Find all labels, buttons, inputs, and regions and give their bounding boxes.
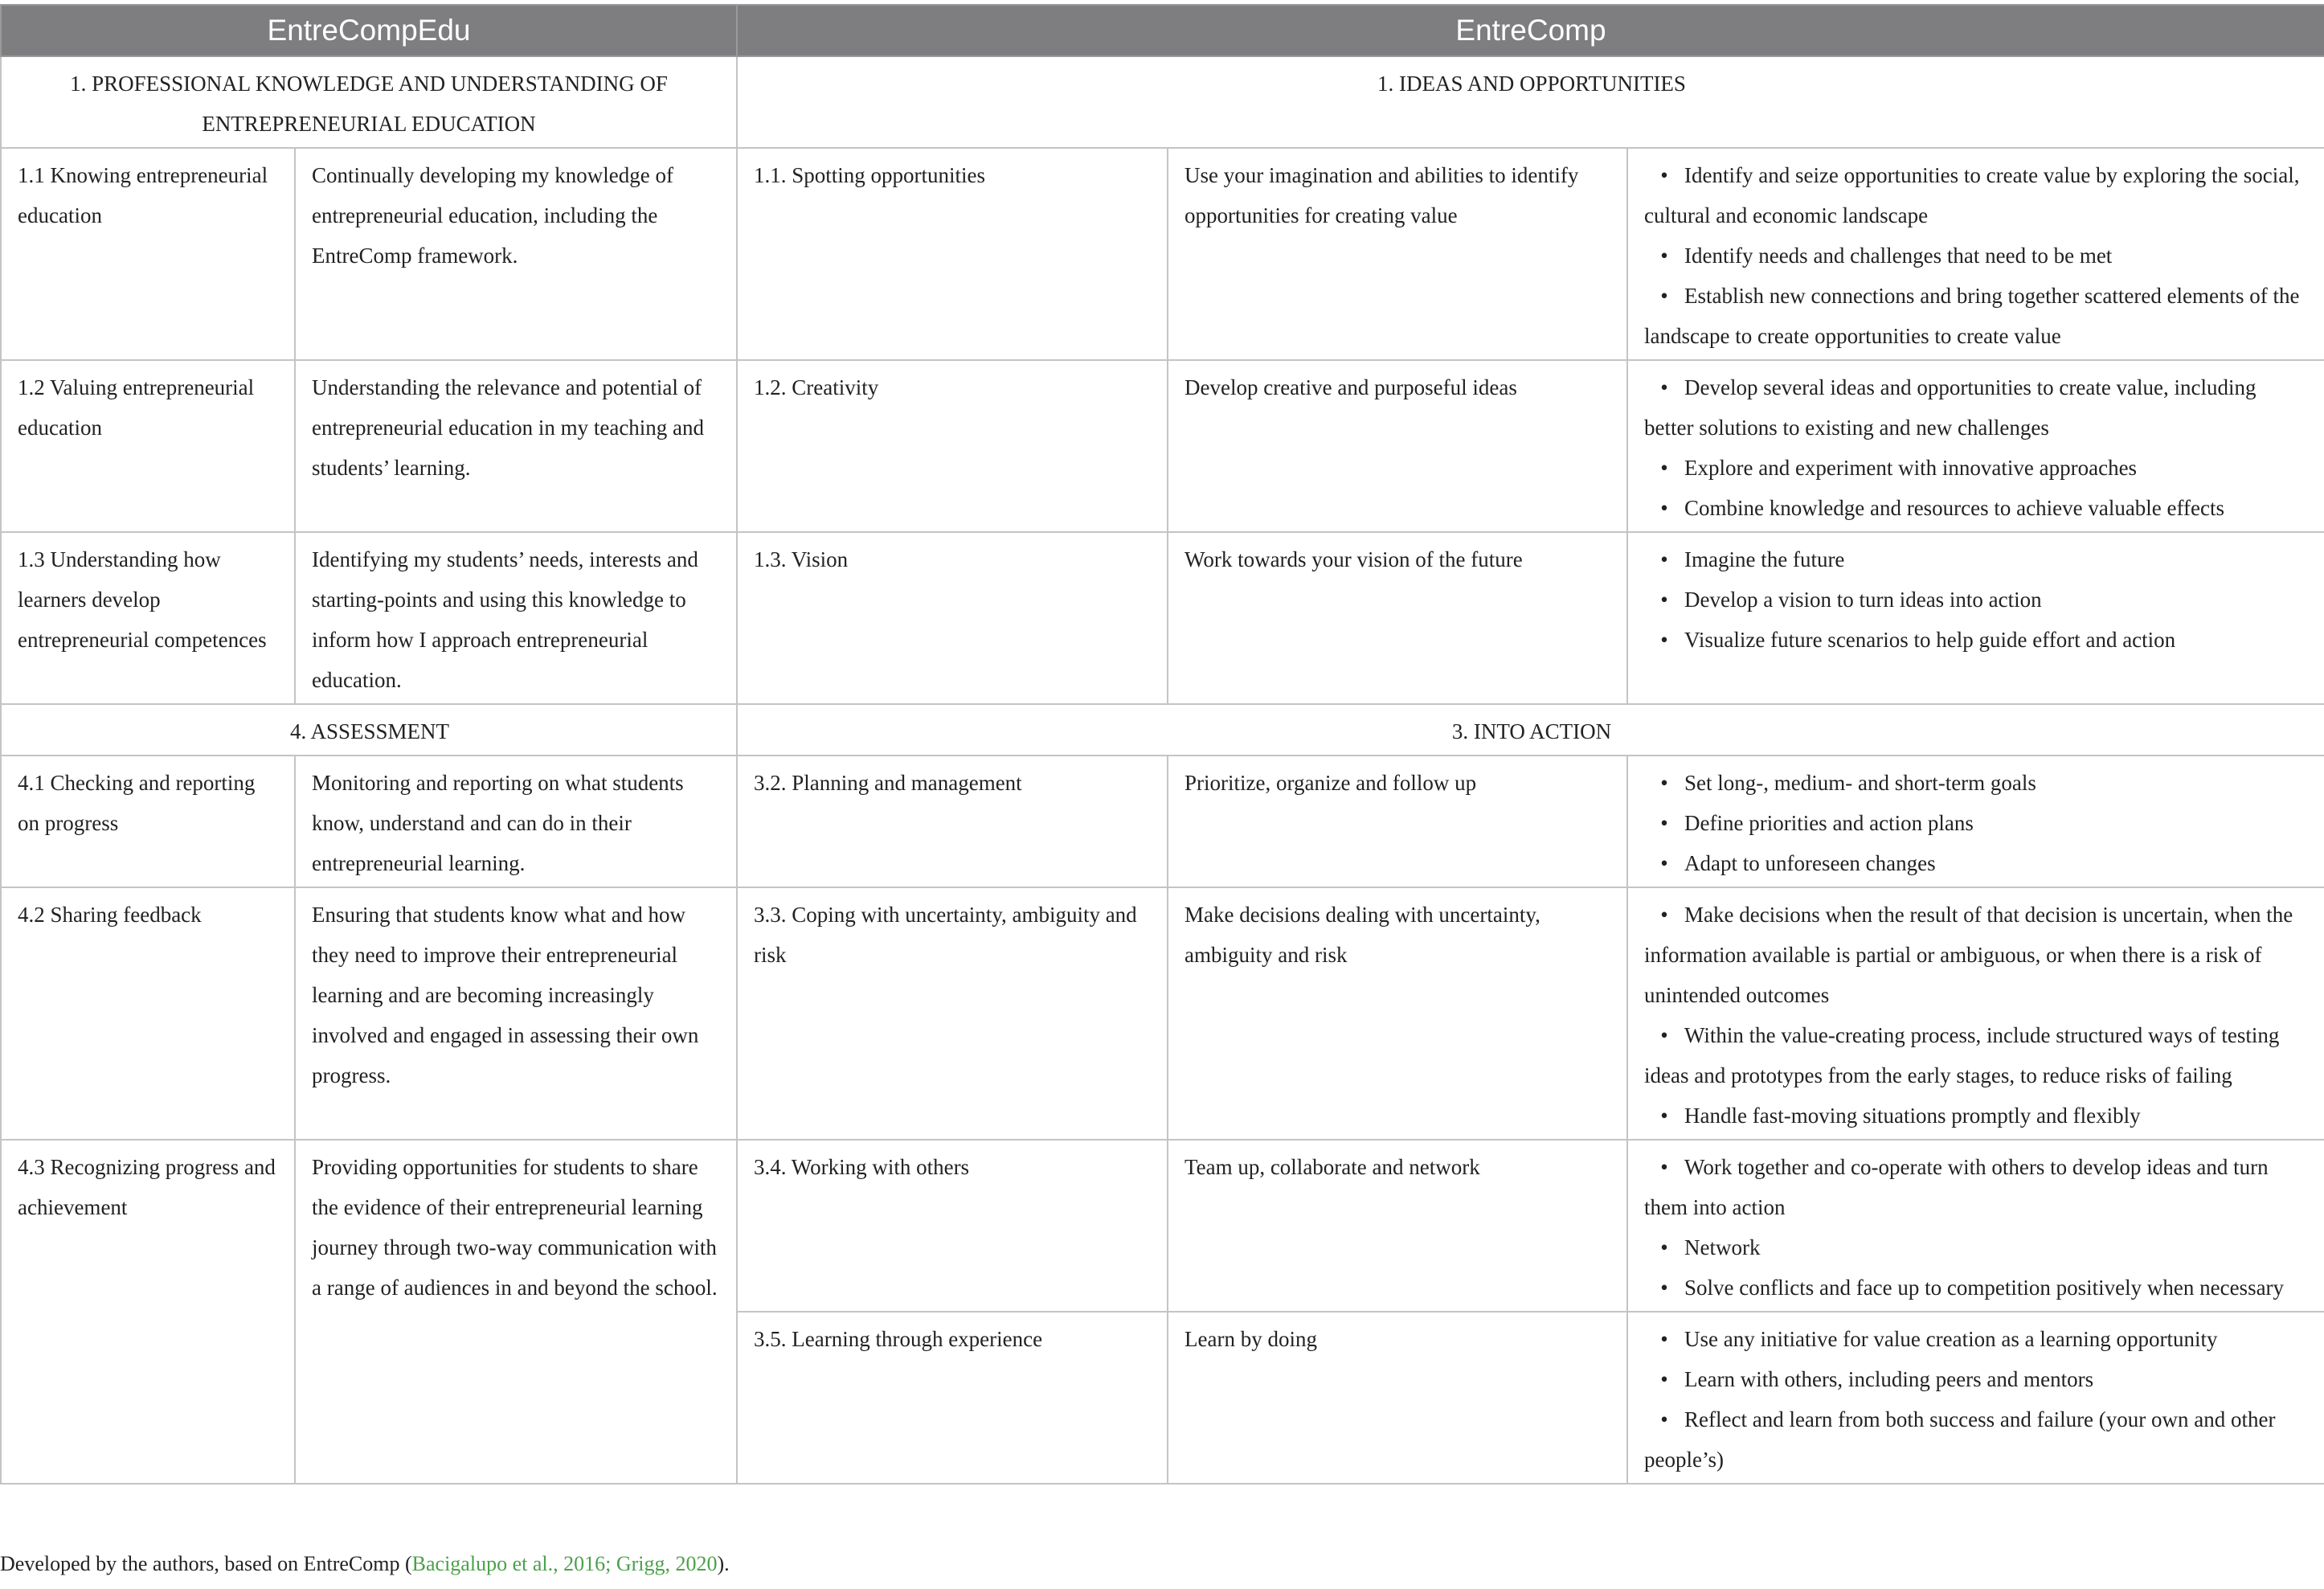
- table-footnote: [0, 1552, 730, 1576]
- comp-competence-cell: 3.5. Learning through experience: [737, 1312, 1168, 1484]
- bullet-icon: •: [1660, 496, 1668, 520]
- bullet-text: Make decisions when the result of that decision is uncertain, when the information available is partial or ambiguous, or when there is a risk of unintended outcomes: [1644, 903, 2293, 1007]
- bullet-icon: •: [1660, 1235, 1668, 1259]
- bullet-icon: •: [1660, 1104, 1668, 1128]
- bullet-icon: •: [1660, 1327, 1668, 1351]
- bullet-item: [1644, 1147, 2310, 1227]
- bullet-icon: •: [1660, 628, 1668, 652]
- edu-competence-cell: 4.3 Recognizing progress and achievement: [1, 1140, 295, 1484]
- comp-description-cell: Use your imagination and abilities to identify opportunities for creating value: [1168, 148, 1627, 360]
- bullet-list-cell: [1627, 532, 2324, 704]
- section-heading-right: 3. INTO ACTION: [737, 704, 2324, 756]
- comp-description-cell: Work towards your vision of the future: [1168, 532, 1627, 704]
- bullet-icon: •: [1660, 1367, 1668, 1391]
- bullet-item: [1644, 895, 2310, 1015]
- comp-competence-cell: 3.4. Working with others: [737, 1140, 1168, 1312]
- comp-competence-cell: 3.2. Planning and management: [737, 756, 1168, 887]
- section-row: [1, 704, 2324, 756]
- bullet-item: [1644, 1359, 2310, 1399]
- bullet-item: [1644, 620, 2310, 660]
- bullet-item: [1644, 1268, 2310, 1308]
- header-entrecomp: EntreComp: [737, 5, 2324, 56]
- bullet-list-cell: [1627, 756, 2324, 887]
- bullet-item: [1644, 235, 2310, 276]
- bullet-icon: •: [1660, 771, 1668, 795]
- bullet-item: [1644, 763, 2310, 803]
- section-heading-right: 1. IDEAS AND OPPORTUNITIES: [737, 56, 2324, 148]
- edu-competence-cell: 1.2 Valuing entrepreneurial education: [1, 360, 295, 532]
- bullet-item: [1644, 1096, 2310, 1136]
- bullet-text: Explore and experiment with innovative approaches: [1684, 456, 2138, 480]
- bullet-icon: •: [1660, 811, 1668, 835]
- edu-description-cell: Monitoring and reporting on what students know, understand and can do in their entrepreneurial learning.: [295, 756, 737, 887]
- entrecomp-table: [0, 4, 2324, 1485]
- bullet-text: Combine knowledge and resources to achieve valuable effects: [1684, 496, 2224, 520]
- bullet-icon: •: [1660, 244, 1668, 268]
- section-heading-left: 4. ASSESSMENT: [1, 704, 737, 756]
- bullet-text: Adapt to unforeseen changes: [1684, 851, 1936, 875]
- footnote-suffix: ).: [717, 1552, 730, 1575]
- bullet-icon: •: [1660, 1276, 1668, 1300]
- bullet-item: [1644, 843, 2310, 883]
- bullet-item: [1644, 1399, 2310, 1480]
- bullet-icon: •: [1660, 547, 1668, 571]
- bullet-item: [1644, 1015, 2310, 1096]
- bullet-item: [1644, 579, 2310, 620]
- bullet-item: [1644, 539, 2310, 579]
- table-row: [1, 756, 2324, 887]
- edu-description-cell: Continually developing my knowledge of entrepreneurial education, including the EntreComp framework.: [295, 148, 737, 360]
- section-row: [1, 56, 2324, 148]
- comp-competence-cell: 3.3. Coping with uncertainty, ambiguity and risk: [737, 887, 1168, 1140]
- footnote-prefix: Developed by the authors, based on EntreComp (: [0, 1552, 412, 1575]
- bullet-item: [1644, 1227, 2310, 1268]
- bullet-text: Identify needs and challenges that need to be met: [1684, 244, 2113, 268]
- comp-competence-cell: 1.1. Spotting opportunities: [737, 148, 1168, 360]
- edu-competence-cell: 1.3 Understanding how learners develop entrepreneurial competences: [1, 532, 295, 704]
- bullet-text: Solve conflicts and face up to competition positively when necessary: [1684, 1276, 2285, 1300]
- bullet-icon: •: [1660, 284, 1668, 308]
- bullet-item: [1644, 803, 2310, 843]
- edu-competence-cell: 4.2 Sharing feedback: [1, 887, 295, 1140]
- bullet-text: Within the value-creating process, include structured ways of testing ideas and prototypes from the early stages, to reduce risks of failing: [1644, 1023, 2280, 1087]
- comp-description-cell: Prioritize, organize and follow up: [1168, 756, 1627, 887]
- edu-description-cell: Understanding the relevance and potential of entrepreneurial education in my teaching and students’ learning.: [295, 360, 737, 532]
- comp-description-cell: Team up, collaborate and network: [1168, 1140, 1627, 1312]
- bullet-list-cell: [1627, 360, 2324, 532]
- comp-competence-cell: 1.3. Vision: [737, 532, 1168, 704]
- bullet-icon: •: [1660, 1023, 1668, 1047]
- bullet-text: Work together and co-operate with others to develop ideas and turn them into action: [1644, 1155, 2269, 1219]
- bullet-text: Define priorities and action plans: [1684, 811, 1974, 835]
- bullet-icon: •: [1660, 851, 1668, 875]
- bullet-text: Set long-, medium- and short-term goals: [1684, 771, 2036, 795]
- bullet-list-cell: [1627, 1312, 2324, 1484]
- bullet-icon: •: [1660, 588, 1668, 612]
- bullet-text: Develop several ideas and opportunities to create value, including better solutions to existing and new challenges: [1644, 375, 2256, 440]
- bullet-text: Learn with others, including peers and mentors: [1684, 1367, 2094, 1391]
- bullet-icon: •: [1660, 375, 1668, 399]
- comp-description-cell: Develop creative and purposeful ideas: [1168, 360, 1627, 532]
- bullet-item: [1644, 276, 2310, 356]
- bullet-text: Handle fast-moving situations promptly and flexibly: [1684, 1104, 2141, 1128]
- edu-description-cell: Providing opportunities for students to share the evidence of their entrepreneurial learning journey through two-way communication with a range of audiences in and beyond the school.: [295, 1140, 737, 1484]
- bullet-text: Establish new connections and bring together scattered elements of the landscape to create opportunities to create value: [1644, 284, 2300, 348]
- table-row: [1, 1140, 2324, 1312]
- bullet-icon: •: [1660, 903, 1668, 927]
- comp-description-cell: Learn by doing: [1168, 1312, 1627, 1484]
- bullet-list-cell: [1627, 148, 2324, 360]
- bullet-text: Visualize future scenarios to help guide effort and action: [1684, 628, 2176, 652]
- bullet-item: [1644, 448, 2310, 488]
- header-entrecompedu: EntreCompEdu: [1, 5, 737, 56]
- table-header-row: [1, 5, 2324, 56]
- bullet-item: [1644, 1319, 2310, 1359]
- edu-description-cell: Ensuring that students know what and how they need to improve their entrepreneurial learning and are becoming increasingly involved and engaged in assessing their own progress.: [295, 887, 737, 1140]
- footnote-citation-link[interactable]: Bacigalupo et al., 2016; Grigg, 2020: [411, 1552, 718, 1575]
- comp-competence-cell: 1.2. Creativity: [737, 360, 1168, 532]
- bullet-icon: •: [1660, 1407, 1668, 1431]
- bullet-text: Network: [1684, 1235, 1761, 1259]
- bullet-text: Develop a vision to turn ideas into action: [1684, 588, 2042, 612]
- table-row: [1, 148, 2324, 360]
- table-row: [1, 360, 2324, 532]
- edu-description-cell: Identifying my students’ needs, interests and starting-points and using this knowledge to inform how I approach entrepreneurial education.: [295, 532, 737, 704]
- bullet-icon: •: [1660, 456, 1668, 480]
- bullet-item: [1644, 488, 2310, 528]
- edu-competence-cell: 1.1 Knowing entrepreneurial education: [1, 148, 295, 360]
- section-heading-left: 1. PROFESSIONAL KNOWLEDGE AND UNDERSTANDING OF ENTREPRENEURIAL EDUCATION: [1, 56, 737, 148]
- bullet-list-cell: [1627, 1140, 2324, 1312]
- bullet-icon: •: [1660, 1155, 1668, 1179]
- bullet-item: [1644, 155, 2310, 235]
- bullet-text: Identify and seize opportunities to create value by exploring the social, cultural and economic landscape: [1644, 163, 2300, 227]
- bullet-text: Use any initiative for value creation as a learning opportunity: [1684, 1327, 2218, 1351]
- edu-competence-cell: 4.1 Checking and reporting on progress: [1, 756, 295, 887]
- bullet-icon: •: [1660, 163, 1668, 187]
- bullet-text: Reflect and learn from both success and failure (your own and other people’s): [1644, 1407, 2276, 1472]
- bullet-text: Imagine the future: [1684, 547, 1845, 571]
- comp-description-cell: Make decisions dealing with uncertainty, ambiguity and risk: [1168, 887, 1627, 1140]
- table-row: [1, 887, 2324, 1140]
- bullet-item: [1644, 367, 2310, 448]
- bullet-list-cell: [1627, 887, 2324, 1140]
- table-row: [1, 532, 2324, 704]
